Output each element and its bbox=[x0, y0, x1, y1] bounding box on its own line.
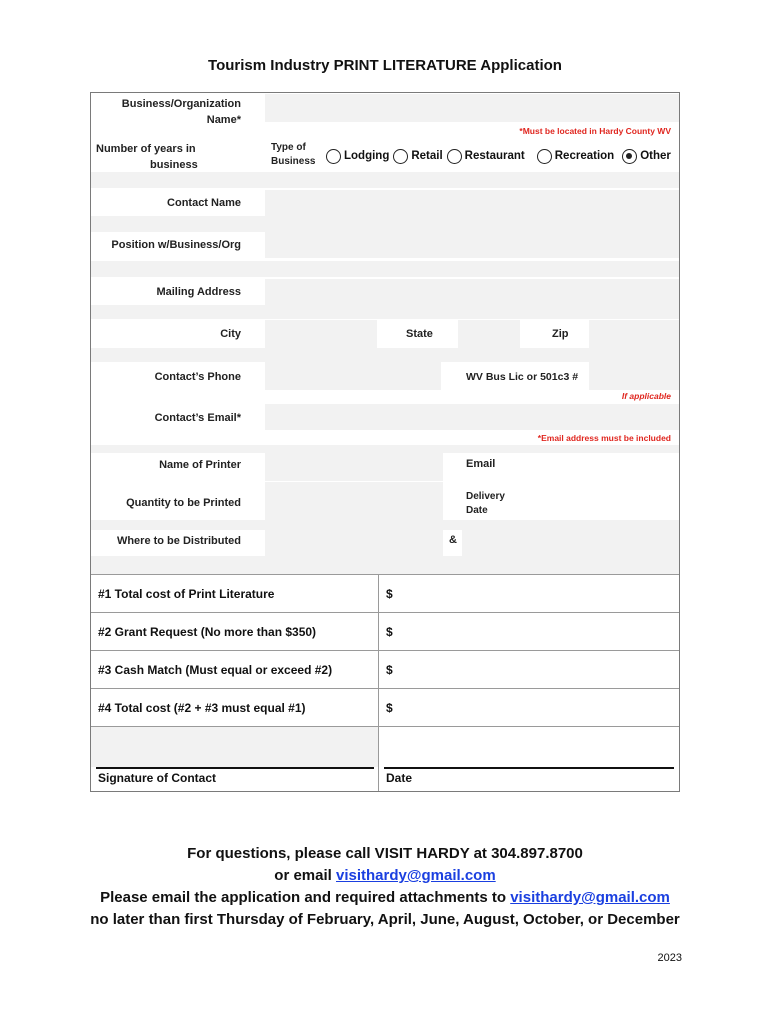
radio-circle-icon[interactable] bbox=[393, 149, 408, 164]
radio-circle-icon[interactable] bbox=[326, 149, 341, 164]
location-note: *Must be located in Hardy County WV bbox=[519, 126, 671, 136]
cost-row-3 bbox=[91, 650, 679, 688]
zip-label: Zip bbox=[552, 328, 569, 340]
signature-field[interactable] bbox=[91, 727, 378, 767]
business-type-options bbox=[326, 146, 671, 166]
years-in-business-label bbox=[96, 141, 246, 173]
years-label-line2: business bbox=[150, 159, 198, 171]
type-label-line1: Type of bbox=[271, 142, 306, 153]
delivery-label-line1: Delivery bbox=[466, 491, 505, 502]
phone-field[interactable] bbox=[265, 362, 441, 390]
cost-row-2 bbox=[91, 612, 679, 650]
separator-band bbox=[91, 348, 679, 362]
separator-band bbox=[91, 556, 679, 574]
footer-line-3-prefix: Please email the application and required attachments to bbox=[100, 889, 511, 906]
bus-lic-label: WV Bus Lic or 501c3 # bbox=[466, 371, 579, 383]
business-name-label-line1: Business/Organization bbox=[121, 98, 241, 110]
radio-lodging[interactable] bbox=[326, 149, 389, 164]
separator-band bbox=[91, 261, 679, 277]
cost-row-1 bbox=[91, 574, 679, 612]
delivery-label-line2: Date bbox=[466, 505, 488, 516]
footer-line-2-prefix: or email bbox=[274, 867, 336, 884]
position-label: Position w/Business/Org bbox=[111, 239, 241, 251]
radio-restaurant[interactable] bbox=[447, 149, 525, 164]
radio-label: Other bbox=[640, 150, 671, 162]
separator-band bbox=[91, 305, 679, 319]
mailing-address-field[interactable] bbox=[265, 279, 679, 305]
date-label: Date bbox=[386, 771, 413, 785]
radio-retail[interactable] bbox=[393, 149, 442, 164]
state-label: State bbox=[406, 328, 433, 340]
radio-label: Recreation bbox=[554, 150, 615, 162]
state-field[interactable] bbox=[458, 320, 520, 348]
distributed-field-2[interactable] bbox=[462, 528, 679, 556]
ampersand-label: & bbox=[449, 534, 457, 546]
radio-circle-icon[interactable] bbox=[537, 149, 552, 164]
position-field[interactable] bbox=[265, 232, 679, 258]
city-field[interactable] bbox=[265, 320, 377, 348]
years-label-line1: Number of years in bbox=[96, 143, 196, 155]
email-field[interactable] bbox=[265, 404, 679, 430]
separator-band bbox=[91, 172, 679, 188]
footer-line-3 bbox=[0, 887, 770, 909]
city-label: City bbox=[220, 328, 241, 340]
distributed-label: Where to be Distributed bbox=[116, 535, 241, 547]
printer-field[interactable] bbox=[265, 451, 443, 481]
footer-line-4: no later than first Thursday of February, April, June, August, October, or December bbox=[90, 911, 680, 928]
email-link[interactable]: visithardy@gmail.com bbox=[336, 867, 496, 884]
separator-band bbox=[91, 216, 679, 232]
signature-line bbox=[96, 767, 374, 769]
signature-label: Signature of Contact bbox=[98, 771, 217, 785]
printer-email-label: Email bbox=[466, 458, 496, 470]
bus-lic-field[interactable] bbox=[589, 362, 679, 390]
mailing-address-label: Mailing Address bbox=[156, 286, 241, 298]
distributed-field-1[interactable] bbox=[265, 528, 443, 556]
radio-selected-icon[interactable] bbox=[622, 149, 637, 164]
radio-circle-icon[interactable] bbox=[447, 149, 462, 164]
cost-label: #1 Total cost of Print Literature bbox=[98, 587, 275, 601]
page-title: Tourism Industry PRINT LITERATURE Application bbox=[208, 57, 562, 74]
cost-currency: $ bbox=[386, 663, 393, 677]
radio-recreation[interactable] bbox=[537, 149, 614, 164]
footer-line-1: For questions, please call VISIT HARDY at 304.897.8700 bbox=[187, 845, 583, 862]
radio-label: Restaurant bbox=[464, 150, 525, 162]
radio-other[interactable] bbox=[622, 149, 671, 164]
type-label-line2: Business bbox=[271, 156, 316, 167]
footer-line-2 bbox=[0, 865, 770, 887]
business-name-label bbox=[100, 96, 241, 128]
delivery-date-label bbox=[466, 490, 505, 518]
cost-currency: $ bbox=[386, 625, 393, 639]
radio-label: Retail bbox=[411, 150, 443, 162]
printer-label: Name of Printer bbox=[159, 459, 241, 471]
contact-name-label: Contact Name bbox=[167, 197, 241, 209]
if-applicable-note: If applicable bbox=[621, 391, 671, 401]
contact-name-field[interactable] bbox=[265, 190, 679, 216]
quantity-field[interactable] bbox=[265, 482, 443, 520]
email-link[interactable]: visithardy@gmail.com bbox=[510, 889, 670, 906]
cost-label: #4 Total cost (#2 + #3 must equal #1) bbox=[98, 701, 306, 715]
cost-currency: $ bbox=[386, 701, 393, 715]
cost-label: #2 Grant Request (No more than $350) bbox=[98, 625, 317, 639]
quantity-label: Quantity to be Printed bbox=[126, 497, 241, 509]
business-name-label-line2: Name* bbox=[206, 114, 241, 126]
cost-column-divider bbox=[378, 574, 379, 791]
email-note: *Email address must be included bbox=[537, 433, 671, 443]
email-label: Contact’s Email* bbox=[154, 412, 241, 424]
business-name-field[interactable] bbox=[265, 94, 679, 122]
cost-row-4 bbox=[91, 688, 679, 726]
year-label: 2023 bbox=[657, 952, 682, 964]
date-line bbox=[384, 767, 674, 769]
business-type-label bbox=[271, 141, 315, 169]
radio-label: Lodging bbox=[344, 150, 390, 162]
phone-label: Contact’s Phone bbox=[154, 371, 241, 383]
cost-currency: $ bbox=[386, 587, 393, 601]
zip-field[interactable] bbox=[589, 320, 679, 348]
cost-label: #3 Cash Match (Must equal or exceed #2) bbox=[98, 663, 333, 677]
